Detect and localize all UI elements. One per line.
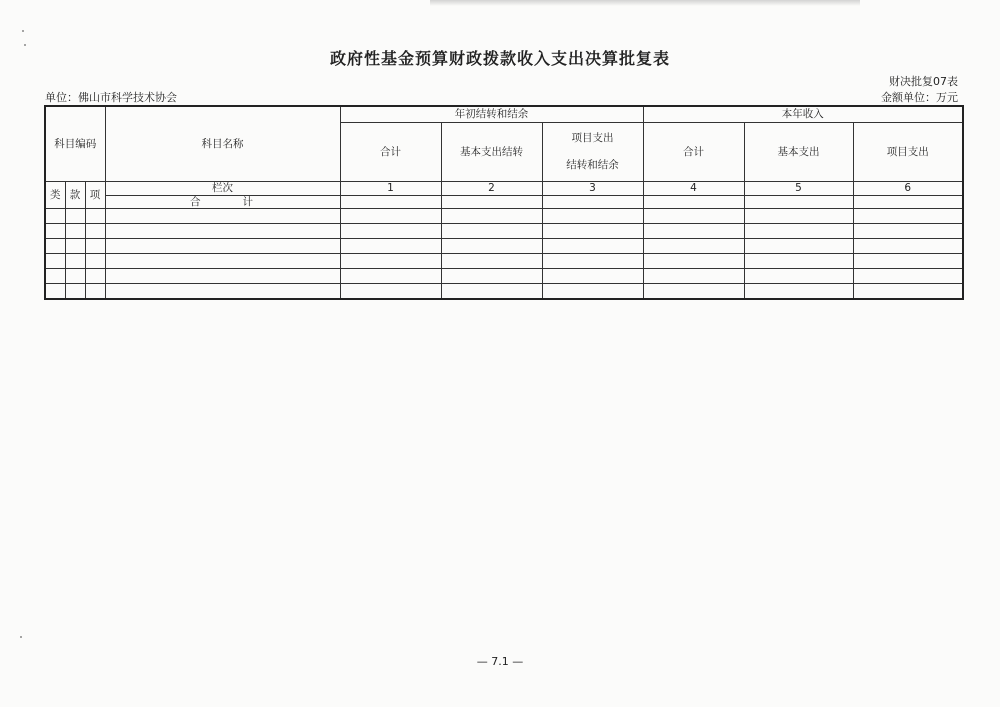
- subject-name-header: 科目名称: [105, 106, 340, 182]
- total-label-text: 合计: [190, 195, 295, 208]
- table-cell: [340, 195, 441, 209]
- opening-balance-group-header: 年初结转和结余: [340, 106, 643, 123]
- approval-table: [44, 105, 964, 300]
- table-row: [45, 269, 963, 284]
- income-basic-header: 基本支出: [744, 123, 853, 182]
- column-number: 2: [441, 182, 542, 196]
- amount-unit: 金额单位：万元: [881, 91, 958, 104]
- income-total-header: 合计: [643, 123, 744, 182]
- column-number: 5: [744, 182, 853, 196]
- table-cell: [441, 195, 542, 209]
- income-project-header: 项目支出: [853, 123, 963, 182]
- column-number: 6: [853, 182, 963, 196]
- table-row: [45, 284, 963, 300]
- column-number: 3: [542, 182, 643, 196]
- subject-code-header: 科目编码: [45, 106, 105, 182]
- form-number: 财决批复07表: [889, 75, 958, 88]
- table-cell: [542, 195, 643, 209]
- column-number: 1: [340, 182, 441, 196]
- table-cell: [853, 195, 963, 209]
- opening-basic-header: 基本支出结转: [441, 123, 542, 182]
- table-row: [45, 239, 963, 254]
- approval-table-wrapper: [44, 105, 962, 300]
- current-income-group-header: 本年收入: [643, 106, 963, 123]
- code-class-header: 类: [45, 182, 65, 209]
- document-title: 政府性基金预算财政拨款收入支出决算批复表: [329, 49, 670, 68]
- opening-total-header: 合计: [340, 123, 441, 182]
- table-row: [45, 254, 963, 269]
- page-number: — 7.1 —: [476, 655, 524, 668]
- opening-project-header: [542, 123, 643, 182]
- unit-name: 单位：佛山市科学技术协会: [45, 91, 177, 104]
- column-index-label: 栏次: [105, 182, 340, 196]
- table-cell: [643, 195, 744, 209]
- code-item-header: 项: [85, 182, 105, 209]
- scan-edge-shadow: [430, 0, 860, 6]
- table-cell: [744, 195, 853, 209]
- column-number: 4: [643, 182, 744, 196]
- scan-speck: [22, 30, 24, 32]
- table-row: [45, 209, 963, 224]
- scan-speck: [20, 636, 22, 638]
- opening-project-header-line1: 项目支出: [571, 132, 614, 145]
- header-row-groups: [45, 106, 963, 123]
- total-row-label: [105, 195, 340, 209]
- column-index-row: [45, 182, 963, 196]
- code-section-header: 款: [65, 182, 85, 209]
- opening-project-header-line2: 结转和结余: [566, 159, 619, 171]
- total-row: [45, 195, 963, 209]
- table-row: [45, 224, 963, 239]
